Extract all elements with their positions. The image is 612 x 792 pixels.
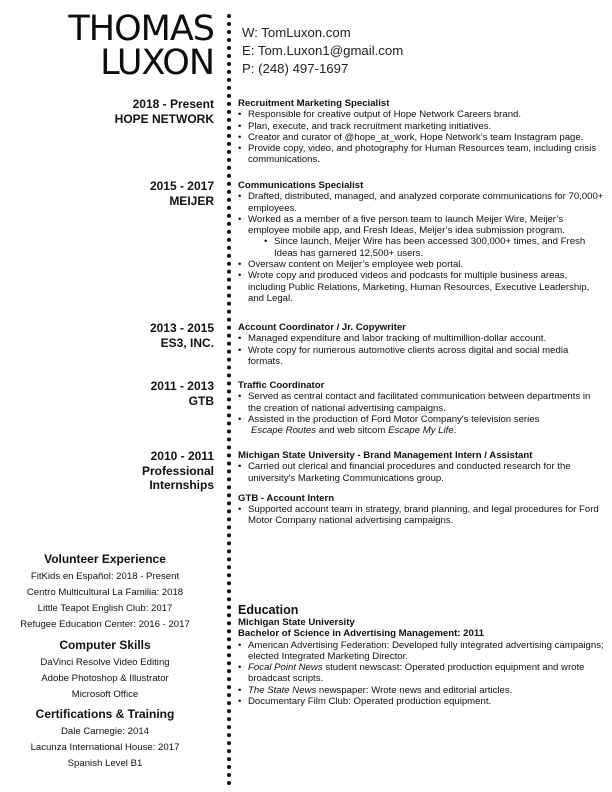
bullet-item: • Responsible for creative output of Hope Network Careers brand.	[238, 109, 604, 120]
experience-dates: 2010 - 2011	[150, 449, 214, 463]
experience-dates-org	[115, 97, 214, 126]
skill-item: Microsoft Office	[71, 689, 139, 700]
experience-dates: 2018 - Present	[132, 97, 214, 111]
job-title: Traffic Coordinator	[238, 380, 325, 391]
volunteer-item: Little Teapot English Club: 2017	[37, 603, 173, 614]
experience-org: Internships	[149, 478, 214, 492]
bullet-item: • American Advertising Federation: Developed fully integrated advertising campaigns; elected Integrated Marketing Director.	[238, 640, 604, 663]
bullet-item: • Drafted, distributed, managed, and analyzed corporate communications for 70,000+ employees.	[238, 191, 604, 214]
bullet-item: • Served as central contact and facilitated communication between departments in the creation of national advertising campaigns.	[238, 391, 604, 414]
experience-org: HOPE NETWORK	[114, 111, 214, 126]
bullet-item	[238, 414, 604, 437]
skill-item: DaVinci Resolve Video Editing	[40, 657, 170, 668]
bullet-item	[238, 685, 604, 696]
contact-email: E: Tom.Luxon1@gmail.com	[242, 43, 404, 58]
experience-dates: 2013 - 2015	[149, 321, 214, 335]
education-heading: Education	[238, 603, 299, 617]
certification-item: Spanish Level B1	[67, 758, 143, 769]
bullet-item	[238, 662, 604, 685]
skill-item: Adobe Photoshop & Illustrator	[41, 673, 169, 684]
bullet-item: • Documentary Film Club: Operated production equipment.	[238, 696, 604, 707]
bullet-item: • Worked as a member of a five person team to launch Meijer Wire, Meijer’s employee mobile app, and Fresh Ideas, Meijer’s idea submission program.	[238, 214, 604, 237]
experience-details	[238, 180, 604, 304]
volunteer-title: Volunteer Experience	[44, 552, 166, 566]
dotted-divider	[227, 14, 231, 786]
certifications-section	[0, 707, 210, 772]
publication-title: The State News	[248, 684, 317, 696]
job-title: Communications Specialist	[238, 180, 364, 191]
bullet-text: newspaper: Wrote news and editorial articles.	[316, 684, 513, 696]
bullet-continuation	[248, 425, 456, 436]
certification-item: Lacunza International House: 2017	[30, 742, 180, 753]
volunteer-item: Centro Multicultural La Familia: 2018	[26, 587, 184, 598]
bullet-item: • Managed expenditure and labor tracking of multimillion-dollar account.	[238, 333, 604, 344]
volunteer-section	[0, 552, 210, 633]
job-title: Account Coordinator / Jr. Copywriter	[238, 322, 406, 333]
education-degree: Bachelor of Science in Advertising Management: 2011	[238, 628, 484, 640]
contact-phone: P: (248) 497-1697	[242, 61, 349, 76]
experience-details	[238, 380, 604, 436]
bullet-item: • Plan, execute, and track recruitment marketing initiatives.	[238, 121, 604, 132]
education-section	[238, 603, 604, 707]
bullet-item: • Oversaw content on Meijer’s employee web portal.	[238, 259, 604, 270]
bullet-list	[238, 504, 604, 527]
bullet-text: Assisted in the production of Ford Motor Company's television series	[248, 413, 540, 425]
bullet-item: • Provide copy, video, and photography for Human Resources team, including crisis communications.	[238, 143, 604, 166]
volunteer-item: Refugee Education Center: 2016 - 2017	[20, 619, 190, 630]
bullet-list	[238, 191, 604, 304]
show-title: Escape Routes	[251, 425, 317, 437]
job-title: Michigan State University - Brand Management Intern / Assistant	[238, 450, 533, 461]
bullet-item: • Wrote copy for numerous automotive clients across digital and social media formats.	[238, 345, 604, 368]
publication-title: Focal Point News	[248, 662, 323, 674]
bullet-list	[238, 461, 604, 484]
education-school: Michigan State University	[238, 617, 355, 628]
first-name: THOMAS	[68, 9, 214, 49]
resume-name	[68, 9, 214, 83]
experience-org: GTB	[188, 393, 214, 408]
bullet-text: student newscast: Operated production equipment and wrote broadcast scripts.	[248, 662, 585, 685]
skills-title: Computer Skills	[59, 638, 151, 652]
skills-section	[0, 638, 210, 703]
bullet-item: • Creator and curator of @hope_at_work, Hope Network’s team Instagram page.	[238, 132, 604, 143]
job-title: Recruitment Marketing Specialist	[238, 98, 390, 109]
experience-dates-org	[151, 379, 214, 408]
experience-org: ES3, INC.	[160, 335, 214, 350]
bullet-item: • Supported account team in strategy, brand planning, and legal procedures for Ford Motor Company national advertising campaigns.	[238, 504, 604, 527]
experience-org: Professional	[141, 463, 214, 478]
experience-dates: 2015 - 2017	[149, 179, 214, 193]
bullet-list	[238, 640, 604, 708]
volunteer-item: FitKids en Español: 2018 - Present	[30, 571, 180, 582]
experience-details	[238, 322, 604, 367]
experience-dates: 2011 - 2013	[150, 379, 214, 393]
sub-bullet-item: • Since launch, Meijer Wire has been accessed 300,000+ times, and Fresh Ideas has garnered 12,500+ users.	[238, 236, 604, 259]
certifications-title: Certifications & Training	[35, 707, 175, 721]
experience-org: MEIJER	[169, 193, 214, 208]
bullet-list	[238, 391, 604, 436]
experience-dates-org	[150, 321, 214, 350]
bullet-item: • Carried out clerical and financial procedures and conducted research for the university's Marketing Communications group.	[238, 461, 604, 484]
experience-dates-org	[150, 179, 214, 208]
bullet-item: • Wrote copy and produced videos and podcasts for multiple business areas, including Public Relations, Marketing, Human Resources, Executive Leadership, and Legal.	[238, 270, 604, 304]
bullet-list	[238, 333, 604, 367]
bullet-list	[238, 109, 604, 165]
contact-block	[242, 24, 403, 78]
show-title: Escape My Life	[388, 425, 454, 437]
contact-website: W: TomLuxon.com	[242, 25, 351, 40]
experience-dates-org	[142, 449, 214, 493]
continuation-text: and web sitcom	[316, 425, 389, 437]
certification-item: Dale Carnegie: 2014	[60, 726, 149, 737]
last-name: LUXON	[100, 43, 214, 83]
experience-details	[238, 98, 604, 166]
job-title: GTB - Account Intern	[238, 492, 335, 504]
continuation-end: .	[453, 425, 457, 437]
experience-details	[238, 450, 604, 527]
